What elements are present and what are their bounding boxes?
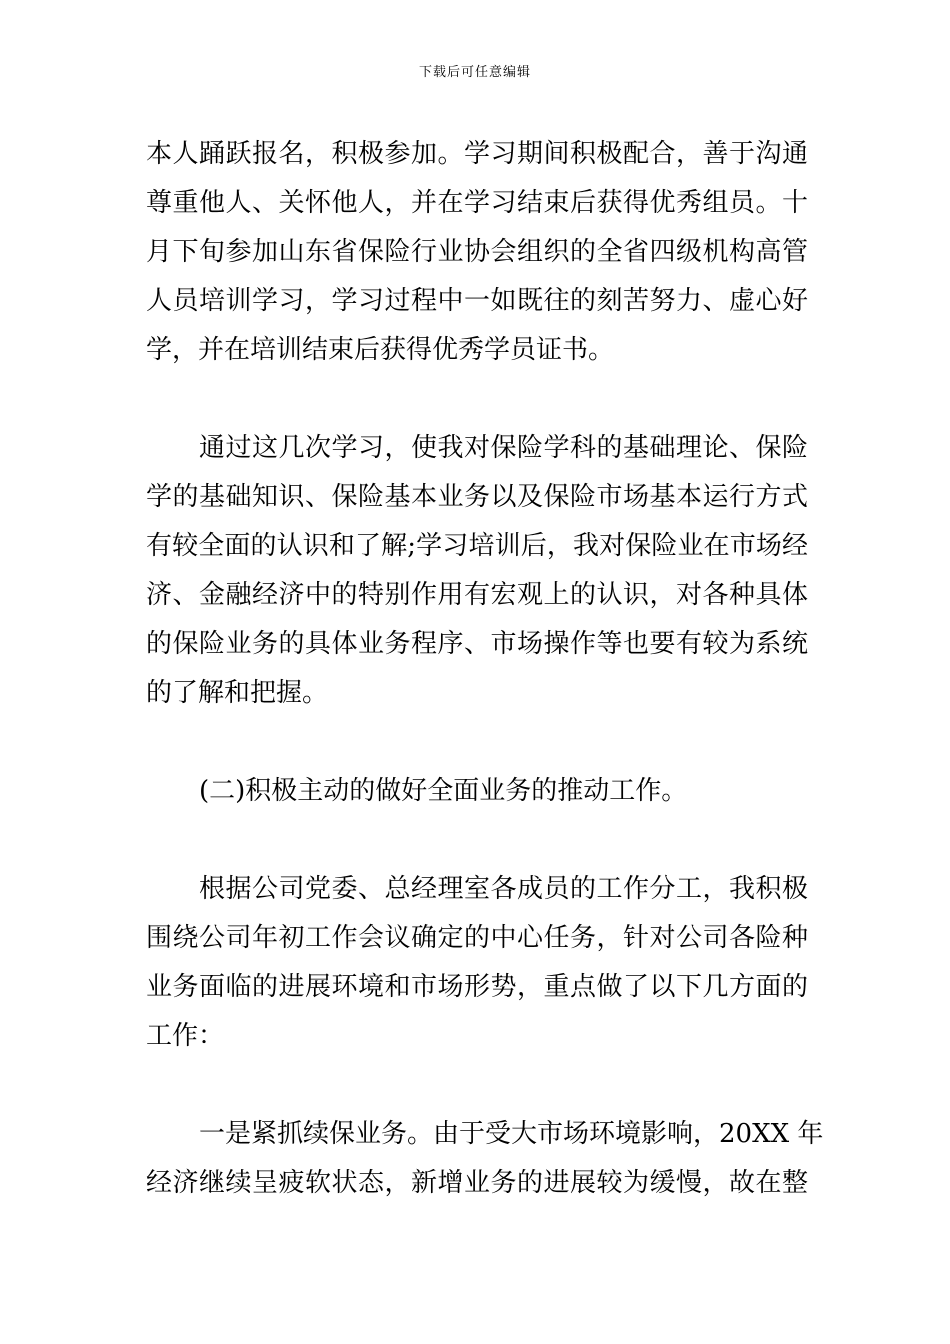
text-line: 根据公司党委、总经理室各成员的工作分工，我积极 — [199, 874, 808, 904]
paragraph-1 — [146, 130, 808, 375]
text-line: 围绕公司年初工作会议确定的中心任务，针对公司各险种 — [146, 923, 808, 953]
section-heading — [146, 767, 808, 816]
text-line: 人员培训学习，学习过程中一如既往的刻苦努力、虚心好 — [146, 286, 808, 316]
text-line: 经济继续呈疲软状态，新增业务的进展较为缓慢，故在整 — [146, 1168, 808, 1198]
page-header: 下载后可任意编辑 — [418, 65, 531, 80]
text-line: 学的基础知识、保险基本业务以及保险市场基本运行方式 — [146, 482, 808, 512]
paragraph-gap — [146, 375, 808, 424]
text-line: 济、金融经济中的特别作用有宏观上的认识，对各种具体 — [146, 580, 808, 610]
text-line: 通过这几次学习，使我对保险学科的基础理论、保险 — [199, 433, 808, 463]
paragraph-5 — [146, 1110, 824, 1208]
document-body — [146, 130, 824, 1208]
text-line: 本人踊跃报名，积极参加。学习期间积极配合，善于沟通 — [146, 139, 808, 169]
text-line: 月下旬参加山东省保险行业协会组织的全省四级机构高管 — [146, 237, 808, 267]
paragraph-4 — [146, 865, 808, 1061]
paragraph-gap — [146, 718, 808, 767]
paragraph-2 — [146, 424, 808, 718]
text-line: 一是紧抓续保业务。由于受大市场环境影响，20XX 年 — [199, 1119, 824, 1149]
text-line: (二)积极主动的做好全面业务的推动工作。 — [199, 776, 688, 806]
text-line: 尊重他人、关怀他人，并在学习结束后获得优秀组员。十 — [146, 188, 808, 218]
text-line: 有较全面的认识和了解;学习培训后，我对保险业在市场经 — [146, 531, 808, 561]
text-line: 工作： — [146, 1021, 225, 1051]
text-line: 业务面临的进展环境和市场形势，重点做了以下几方面的 — [146, 972, 808, 1002]
text-line: 学，并在培训结束后获得优秀学员证书。 — [146, 335, 615, 365]
text-line: 的了解和把握。 — [146, 678, 329, 708]
paragraph-gap — [146, 816, 808, 865]
paragraph-gap — [146, 1061, 808, 1110]
text-line: 的保险业务的具体业务程序、市场操作等也要有较为系统 — [146, 629, 808, 659]
